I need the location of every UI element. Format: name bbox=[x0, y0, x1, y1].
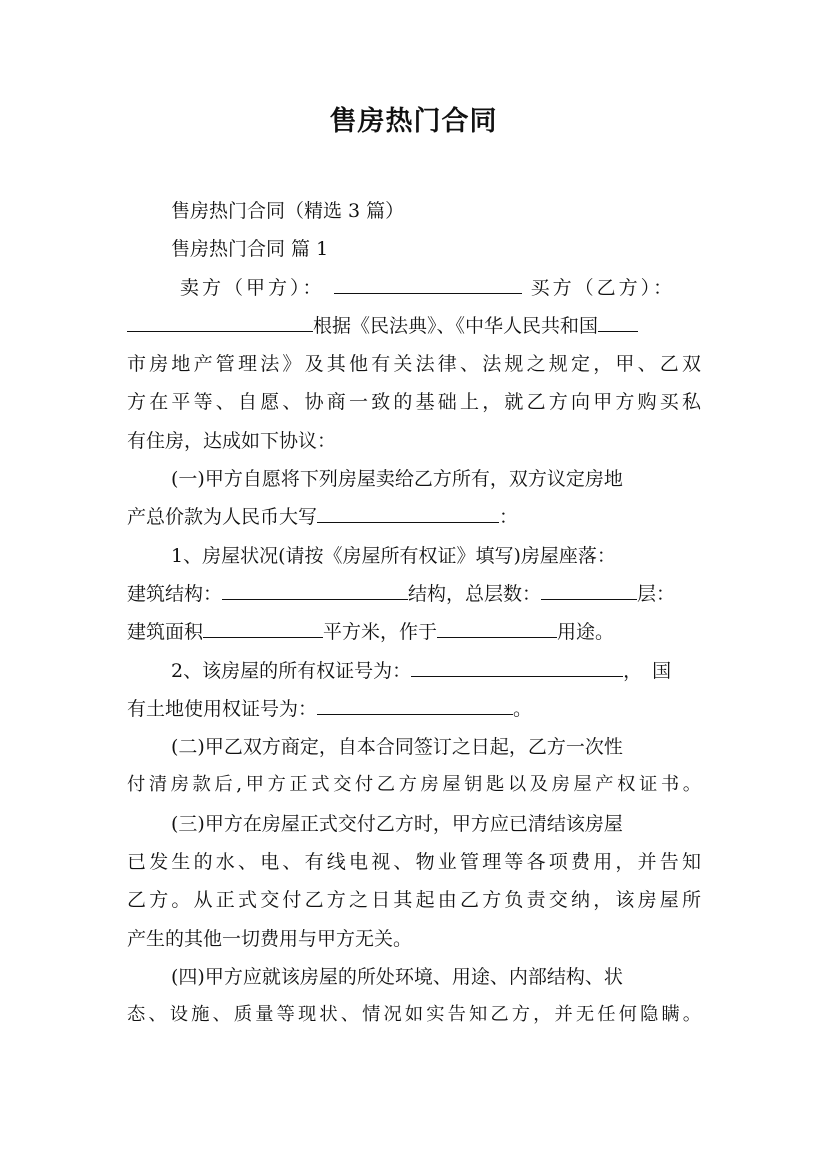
ownership-cert-blank bbox=[411, 654, 623, 677]
body-line bbox=[127, 996, 701, 1034]
body-line-text: 付清房款后,甲方正式交付乙方房屋钥匙以及房屋产权证书。 bbox=[127, 774, 701, 796]
clause-one-text: (一)甲方自愿将下列房屋卖给乙方所有，双方议定房地 bbox=[171, 468, 623, 491]
body-line-text: 有住房，达成如下协议： bbox=[127, 429, 337, 452]
seller-blank bbox=[334, 271, 522, 294]
clause-four-line bbox=[127, 958, 701, 996]
clause-three-text: (三)甲方在房屋正式交付乙方时，甲方应已清结该房屋 bbox=[171, 812, 623, 835]
land-cert-line bbox=[127, 690, 701, 728]
ownership-cert-label: 2、该房屋的所有权证号为： bbox=[171, 659, 412, 682]
body-line bbox=[127, 345, 701, 383]
body-line-text: 乙方。从正式交付乙方之日其起由乙方负责交纳，该房屋所 bbox=[127, 889, 701, 912]
contract-body bbox=[127, 192, 701, 1035]
house-status-line bbox=[127, 537, 701, 575]
body-line-text: 市房地产管理法》及其他有关法律、法规之规定，甲、乙双 bbox=[127, 353, 701, 376]
law-reference-text: 根据《民法典》、《中华人民共和国 bbox=[313, 314, 599, 337]
seller-label: 卖方（甲方）： bbox=[180, 276, 325, 299]
ownership-cert-line bbox=[127, 652, 701, 690]
area-line bbox=[127, 613, 701, 651]
price-colon: ： bbox=[499, 506, 519, 529]
clause-two-text: (二)甲乙双方商定，自本合同签订之日起，乙方一次性 bbox=[171, 736, 623, 759]
area-blank bbox=[203, 615, 323, 638]
subtitle-line bbox=[127, 192, 701, 230]
body-line bbox=[127, 881, 701, 919]
land-cert-suffix: 。 bbox=[513, 697, 533, 720]
floors-label: 结构，总层数： bbox=[408, 582, 542, 605]
land-cert-blank bbox=[317, 692, 513, 715]
document-title: 售房热门合同 bbox=[329, 106, 498, 137]
section-heading bbox=[127, 230, 701, 268]
house-status-text: 1、房屋状况(请按《房屋所有权证》填写)房屋座落： bbox=[171, 544, 616, 567]
body-line-text: 态、设施、质量等现状、情况如实告知乙方，并无任何隐瞒。 bbox=[127, 1004, 701, 1026]
body-line bbox=[127, 843, 701, 881]
buyer-label: 买方（乙方）： bbox=[530, 276, 676, 299]
body-line bbox=[127, 766, 701, 804]
structure-line bbox=[127, 575, 701, 613]
parties-line bbox=[127, 269, 701, 307]
subtitle-text: 售房热门合同（精选 3 篇） bbox=[171, 200, 405, 222]
clause-one-line bbox=[127, 460, 701, 498]
body-line-text: 已发生的水、电、有线电视、物业管理等各项费用，并告知 bbox=[127, 851, 701, 874]
structure-label: 建筑结构： bbox=[127, 582, 223, 605]
usage-blank bbox=[437, 615, 557, 638]
floors-blank bbox=[541, 577, 637, 600]
law-reference-line bbox=[127, 307, 701, 345]
land-cert-label: 有土地使用权证号为： bbox=[127, 697, 318, 720]
area-label: 建筑面积 bbox=[127, 621, 204, 644]
clause-three-line bbox=[127, 805, 701, 843]
body-line-text: 产生的其他一切费用与甲方无关。 bbox=[127, 927, 413, 950]
city-blank bbox=[598, 309, 638, 332]
clause-two-line bbox=[127, 728, 701, 766]
price-label: 产总价款为人民币大写 bbox=[127, 506, 318, 529]
body-line bbox=[127, 920, 701, 958]
buyer-blank bbox=[127, 309, 313, 332]
structure-blank bbox=[222, 577, 408, 600]
body-line bbox=[127, 422, 701, 460]
clause-four-text: (四)甲方应就该房屋的所处环境、用途、内部结构、状 bbox=[171, 965, 623, 988]
usage-label: 平方米，作于 bbox=[323, 621, 438, 644]
ownership-cert-suffix: ，国 bbox=[623, 659, 682, 682]
section-heading-text: 售房热门合同 篇 1 bbox=[171, 238, 329, 261]
price-line bbox=[127, 498, 701, 536]
floors-suffix: 层： bbox=[637, 582, 676, 605]
price-blank bbox=[317, 500, 499, 523]
body-line bbox=[127, 383, 701, 421]
body-line-text: 方在平等、自愿、协商一致的基础上，就乙方向甲方购买私 bbox=[127, 391, 701, 414]
usage-suffix: 用途。 bbox=[557, 621, 615, 644]
